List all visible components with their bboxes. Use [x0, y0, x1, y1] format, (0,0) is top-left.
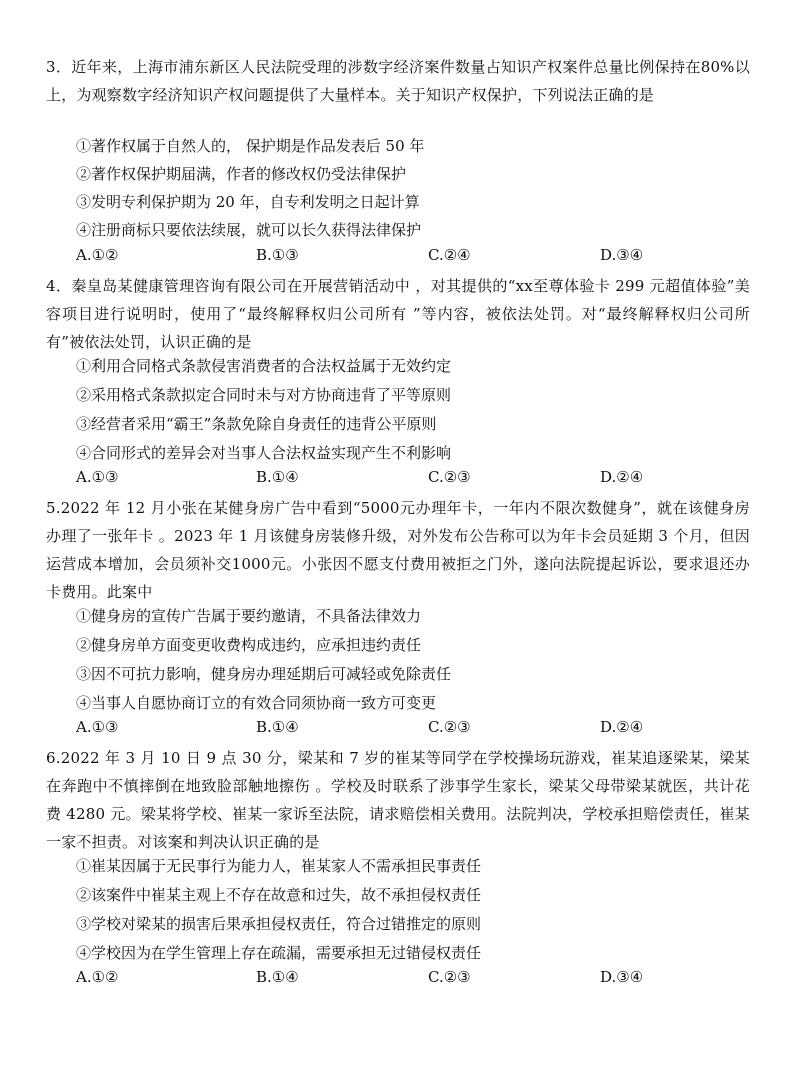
statement-1: ①健身房的宣传广告属于要约邀请，不具备法律效力 — [76, 607, 422, 625]
statement-1: ①著作权属于自然人的， 保护期是作品发表后 50 年 — [76, 137, 425, 155]
choice-d[interactable]: D.②④ — [600, 468, 644, 486]
statement-3: ③学校对梁某的损害后果承担侵权责任，符合过错推定的原则 — [76, 915, 482, 933]
statement-3: ③发明专利保护期为 20 年，自专利发明之日起计算 — [76, 193, 420, 211]
choice-a[interactable]: A.①③ — [76, 718, 119, 736]
statement-3: ③因不可抗力影响，健身房办理延期后可减轻或免除责任 — [76, 665, 452, 683]
question-stem: 3．近年来，上海市浦东新区人民法院受理的涉数字经济案件数量占知识产权案件总量比例保持在80%以上，为观察数字经济知识产权问题提供了大量样本。关于知识产权保护，下列说法正确的是 — [46, 58, 750, 104]
statement-2: ②著作权保护期届满，作者的修改权仍受法律保护 — [76, 165, 407, 183]
answer-choices — [76, 968, 756, 992]
statement-4: ④当事人自愿协商订立的有效合同须协商一致方可变更 — [76, 694, 437, 712]
statement-1: ①崔某因属于无民事行为能力人，崔某家人不需承担民事责任 — [76, 857, 482, 875]
statement-3: ③经营者采用“霸王”条款免除自身责任的违背公平原则 — [76, 415, 437, 433]
statement-2: ②采用格式条款拟定合同时未与对方协商违背了平等原则 — [76, 386, 452, 404]
choice-a[interactable]: A.①② — [76, 968, 119, 986]
statement-2: ②该案件中崔某主观上不存在故意和过失，故不承担侵权责任 — [76, 886, 482, 904]
statement-4: ④注册商标只要依法续展，就可以长久获得法律保护 — [76, 221, 422, 239]
choice-b[interactable]: B.①④ — [256, 968, 299, 986]
question-stem: 4．秦皇岛某健康管理咨询有限公司在开展营销活动中 ，对其提供的“xx至尊体验卡 299 元超值体验”美容项目进行说明时，使用了“最终解释权归公司所有 ”等内容，被依法处罚。对“最终解释权归公司所有”被依法处罚，认识正确的是 — [46, 277, 750, 351]
statement-2: ②健身房单方面变更收费构成违约，应承担违约责任 — [76, 636, 422, 654]
choice-b[interactable]: B.①④ — [256, 718, 299, 736]
choice-c[interactable]: C.②③ — [428, 468, 471, 486]
choice-d[interactable]: D.②④ — [600, 718, 644, 736]
question-stem: 6.2022 年 3 月 10 日 9 点 30 分，梁某和 7 岁的崔某等同学在学校操场玩游戏，崔某追逐梁某，梁某在奔跑中不慎摔倒在地致脸部触地擦伤 。学校及时联系了涉事学生家长，梁某父母带梁某就医，共计花费 4280 元。梁某将学校、崔某一家诉至法院，请求赔偿相关费用。法院判决，学校承担赔偿责任，崔某一家不担责。对该案和判决认识正确的是 — [46, 749, 750, 851]
statement-4: ④合同形式的差异会对当事人合法权益实现产生不利影响 — [76, 444, 452, 462]
choice-b[interactable]: B.①③ — [256, 246, 299, 264]
statement-1: ①利用合同格式条款侵害消费者的合法权益属于无效约定 — [76, 357, 452, 375]
choice-d[interactable]: D.③④ — [600, 968, 644, 986]
choice-c[interactable]: C.②③ — [428, 718, 471, 736]
choice-a[interactable]: A.①③ — [76, 468, 119, 486]
choice-a[interactable]: A.①② — [76, 246, 119, 264]
choice-d[interactable]: D.③④ — [600, 246, 644, 264]
choice-c[interactable]: C.②④ — [428, 246, 471, 264]
answer-choices — [76, 246, 756, 270]
answer-choices — [76, 468, 756, 492]
question-stem: 5.2022 年 12 月小张在某健身房广告中看到“5000元办理年卡，一年内不限次数健身”，就在该健身房办理了一张年卡 。2023 年 1 月该健身房装修升级，对外发布公告称可以为年卡会员延期 3 个月，但因运营成本增加，会员须补交1000元。小张因不愿支付费用被拒之门外，遂向法院提起诉讼，要求退还办卡费用。此案中 — [46, 499, 750, 601]
choice-b[interactable]: B.①④ — [256, 468, 299, 486]
answer-choices — [76, 718, 756, 742]
statement-4: ④学校因为在学生管理上存在疏漏，需要承担无过错侵权责任 — [76, 944, 482, 962]
choice-c[interactable]: C.②③ — [428, 968, 471, 986]
